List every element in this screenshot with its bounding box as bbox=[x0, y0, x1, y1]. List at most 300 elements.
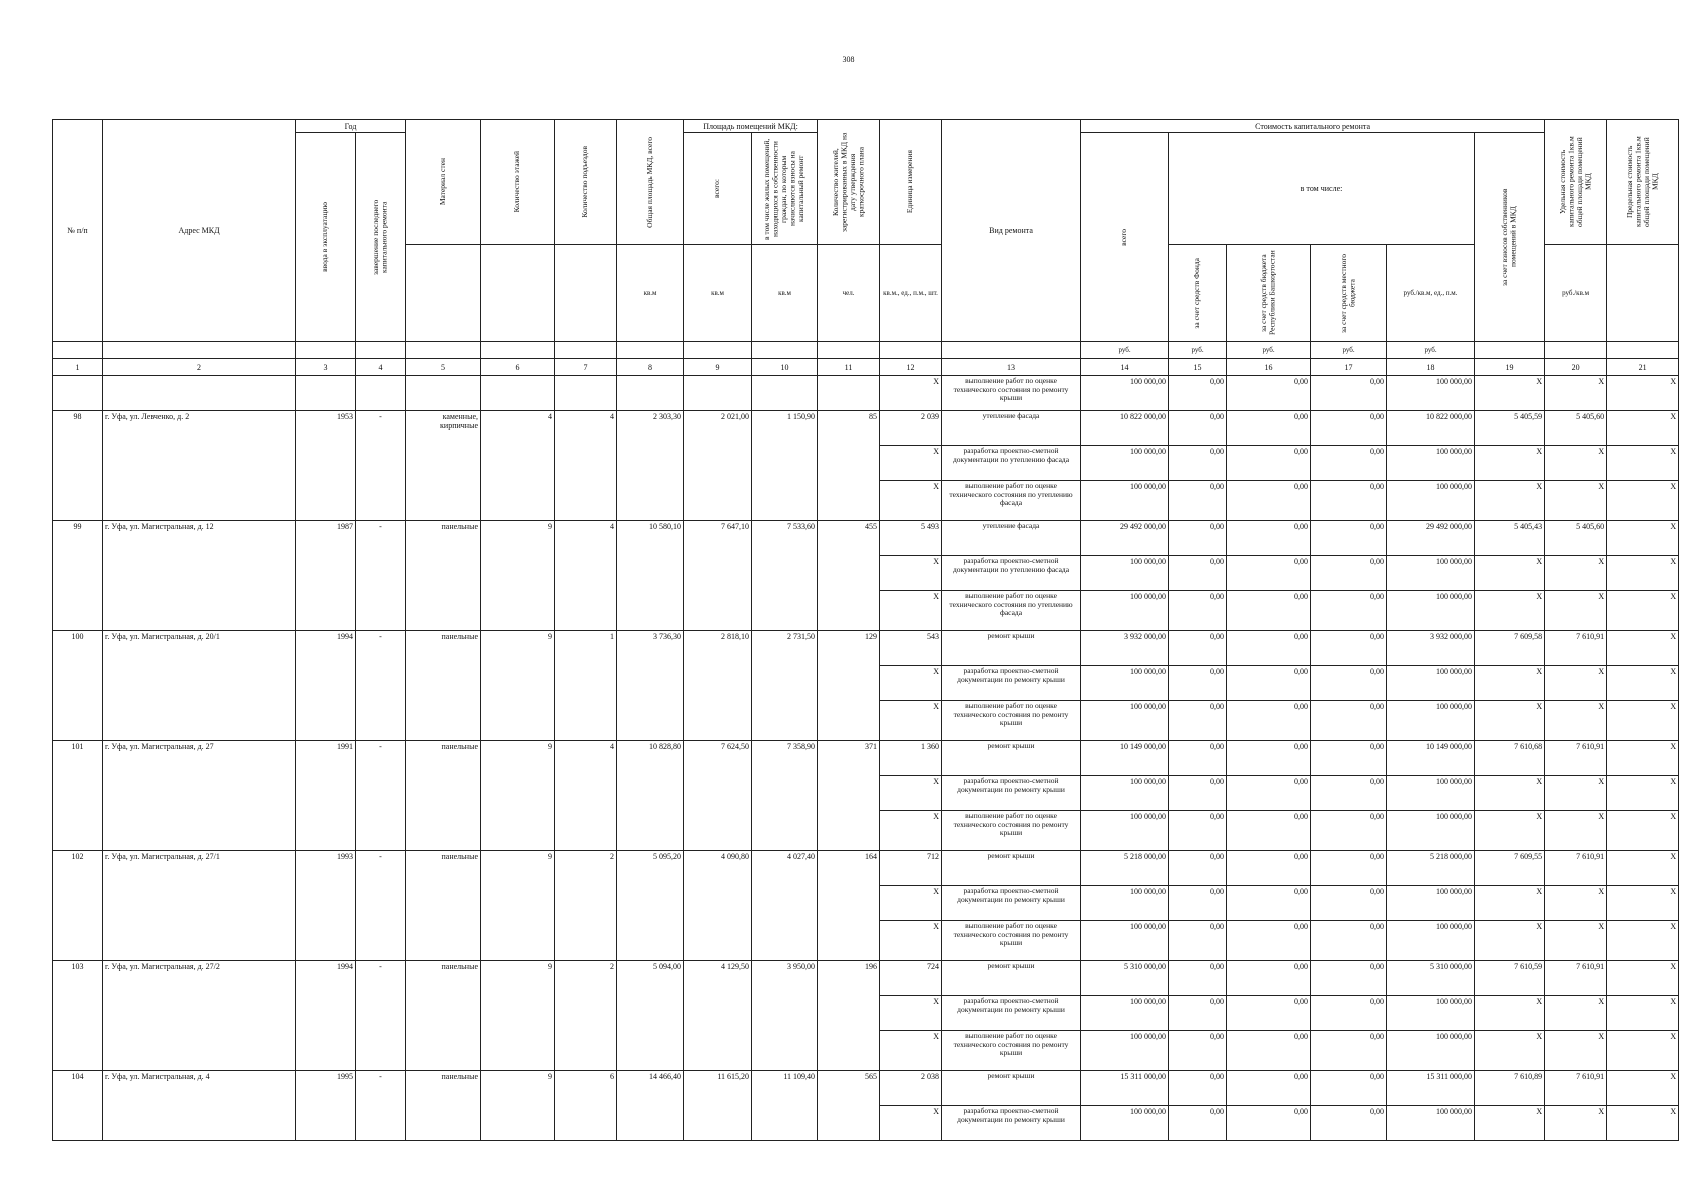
column-number: 17 bbox=[1311, 359, 1387, 376]
planned-date: X bbox=[1607, 701, 1679, 741]
year-commission bbox=[296, 376, 356, 411]
total-area: 5 095,20 bbox=[617, 851, 684, 961]
cost-owners: 100 000,00 bbox=[1387, 1031, 1475, 1071]
limit-cost: 7 610,91 bbox=[1545, 631, 1607, 666]
wall-material: панельные bbox=[406, 521, 481, 631]
column-number: 5 bbox=[406, 359, 481, 376]
work-unit: X bbox=[880, 1031, 942, 1071]
table-body bbox=[53, 359, 1679, 1141]
planned-date: X bbox=[1607, 1071, 1679, 1106]
cost-fund: 0,00 bbox=[1169, 666, 1227, 701]
house-address bbox=[103, 376, 296, 411]
planned-date: X bbox=[1607, 411, 1679, 446]
unit-premises-total: кв.м bbox=[684, 245, 752, 342]
wall-material: панельные bbox=[406, 1071, 481, 1141]
work-type: выполнение работ по оценке технического состояния по ремонту крыши bbox=[942, 701, 1081, 741]
planned-date: X bbox=[1607, 376, 1679, 411]
unit-cost-fund: руб. bbox=[1169, 342, 1227, 359]
premises-area: 7 624,50 bbox=[684, 741, 752, 851]
cost-fund: 0,00 bbox=[1169, 1031, 1227, 1071]
planned-date: X bbox=[1607, 886, 1679, 921]
column-number: 3 bbox=[296, 359, 356, 376]
unit-cost: X bbox=[1475, 996, 1545, 1031]
floors-count bbox=[481, 376, 555, 411]
cost-fund: 0,00 bbox=[1169, 921, 1227, 961]
column-number: 11 bbox=[818, 359, 880, 376]
premises-area: 4 090,80 bbox=[684, 851, 752, 961]
paying-area: 7 533,60 bbox=[752, 521, 818, 631]
repair-plan-table-wrapper bbox=[52, 119, 1678, 1141]
work-unit: 2 038 bbox=[880, 1071, 942, 1106]
floors-count: 9 bbox=[481, 961, 555, 1071]
work-type: ремонт крыши bbox=[942, 631, 1081, 666]
planned-date: X bbox=[1607, 591, 1679, 631]
table-row bbox=[53, 741, 1679, 776]
total-area bbox=[617, 376, 684, 411]
unit-cost: 7 609,58 bbox=[1475, 631, 1545, 666]
cost-total: 100 000,00 bbox=[1081, 811, 1169, 851]
unit-cost: X bbox=[1475, 666, 1545, 701]
cost-total: 15 311 000,00 bbox=[1081, 1071, 1169, 1106]
planned-date: X bbox=[1607, 446, 1679, 481]
column-number: 8 bbox=[617, 359, 684, 376]
work-unit: X bbox=[880, 921, 942, 961]
page-number: 308 bbox=[842, 55, 855, 64]
entrances-count: 4 bbox=[555, 741, 617, 851]
wall-material: панельные bbox=[406, 961, 481, 1071]
header-num: № п/п bbox=[53, 120, 103, 342]
wall-material: каменные, кирпичные bbox=[406, 411, 481, 521]
unit-floors bbox=[481, 245, 555, 342]
column-number: 10 bbox=[752, 359, 818, 376]
cost-owners: 29 492 000,00 bbox=[1387, 521, 1475, 556]
unit-cost: X bbox=[1475, 776, 1545, 811]
header-premises-group: Площадь помещений МКД: bbox=[684, 120, 818, 133]
year-commission: 1953 bbox=[296, 411, 356, 521]
unit-total-area: кв.м bbox=[617, 245, 684, 342]
cost-local: 0,00 bbox=[1311, 446, 1387, 481]
cost-fund: 0,00 bbox=[1169, 851, 1227, 886]
header-wall-material: Материал стен bbox=[406, 120, 481, 245]
work-unit: X bbox=[880, 666, 942, 701]
unit-cost: 5 405,43 bbox=[1475, 521, 1545, 556]
column-number: 1 bbox=[53, 359, 103, 376]
work-type: выполнение работ по оценке технического состояния по утеплению фасада bbox=[942, 591, 1081, 631]
unit-cost: X bbox=[1475, 446, 1545, 481]
header-year-group: Год bbox=[296, 120, 406, 133]
cost-owners: 100 000,00 bbox=[1387, 1106, 1475, 1141]
unit-unit-cost: руб./кв.м, ед., п.м. bbox=[1387, 245, 1475, 342]
cost-local: 0,00 bbox=[1311, 776, 1387, 811]
total-area: 10 828,80 bbox=[617, 741, 684, 851]
header-unit-cost: Удельная стоимость капитального ремонта 1кв.м общей площади помещений МКД bbox=[1545, 120, 1607, 245]
work-unit: 724 bbox=[880, 961, 942, 996]
planned-date: X bbox=[1607, 996, 1679, 1031]
cost-local: 0,00 bbox=[1311, 701, 1387, 741]
cost-local: 0,00 bbox=[1311, 521, 1387, 556]
cost-owners: 100 000,00 bbox=[1387, 921, 1475, 961]
cost-republic: 0,00 bbox=[1227, 776, 1311, 811]
limit-cost: X bbox=[1545, 666, 1607, 701]
column-number: 7 bbox=[555, 359, 617, 376]
house-address: г. Уфа, ул. Магистральная, д. 27 bbox=[103, 741, 296, 851]
header-floors: Количество этажей bbox=[481, 120, 555, 245]
unit-wall bbox=[406, 245, 481, 342]
house-address: г. Уфа, ул. Магистральная, д. 27/1 bbox=[103, 851, 296, 961]
cost-total: 100 000,00 bbox=[1081, 556, 1169, 591]
unit-cost: X bbox=[1475, 701, 1545, 741]
house-address: г. Уфа, ул. Магистральная, д. 27/2 bbox=[103, 961, 296, 1071]
cost-owners: 100 000,00 bbox=[1387, 776, 1475, 811]
limit-cost: X bbox=[1545, 446, 1607, 481]
paying-area: 3 950,00 bbox=[752, 961, 818, 1071]
paying-area: 4 027,40 bbox=[752, 851, 818, 961]
cost-local: 0,00 bbox=[1311, 886, 1387, 921]
cost-republic: 0,00 bbox=[1227, 701, 1311, 741]
work-type: ремонт крыши bbox=[942, 851, 1081, 886]
limit-cost: X bbox=[1545, 481, 1607, 521]
cost-fund: 0,00 bbox=[1169, 521, 1227, 556]
paying-area bbox=[752, 376, 818, 411]
cost-republic: 0,00 bbox=[1227, 961, 1311, 996]
unit-cost: 7 610,59 bbox=[1475, 961, 1545, 996]
year-last-repair: - bbox=[356, 411, 406, 521]
planned-date: X bbox=[1607, 811, 1679, 851]
limit-cost: X bbox=[1545, 921, 1607, 961]
cost-local: 0,00 bbox=[1311, 666, 1387, 701]
cost-total: 100 000,00 bbox=[1081, 446, 1169, 481]
house-address: г. Уфа, ул. Магистральная, д. 12 bbox=[103, 521, 296, 631]
header-cost-fund: за счет средств Фонда bbox=[1169, 245, 1227, 342]
planned-date: X bbox=[1607, 921, 1679, 961]
cost-fund: 0,00 bbox=[1169, 1106, 1227, 1141]
cost-fund: 0,00 bbox=[1169, 961, 1227, 996]
work-unit: X bbox=[880, 996, 942, 1031]
cost-total: 100 000,00 bbox=[1081, 666, 1169, 701]
header-premises-paying: в том числе жилых помещений, находящихся в собственности граждан, по которым начисляются взносы на капитальный ремонт bbox=[752, 133, 818, 245]
planned-date: X bbox=[1607, 481, 1679, 521]
limit-cost: 7 610,91 bbox=[1545, 1071, 1607, 1106]
unit-cost: X bbox=[1475, 811, 1545, 851]
entrances-count: 4 bbox=[555, 411, 617, 521]
floors-count: 9 bbox=[481, 1071, 555, 1141]
cost-republic: 0,00 bbox=[1227, 376, 1311, 411]
work-type: выполнение работ по оценке технического состояния по утеплению фасада bbox=[942, 481, 1081, 521]
cost-local: 0,00 bbox=[1311, 741, 1387, 776]
cost-fund: 0,00 bbox=[1169, 556, 1227, 591]
work-type: разработка проектно-сметной документации по ремонту крыши bbox=[942, 666, 1081, 701]
work-unit: 2 039 bbox=[880, 411, 942, 446]
planned-date: X bbox=[1607, 521, 1679, 556]
work-unit: X bbox=[880, 481, 942, 521]
total-area: 5 094,00 bbox=[617, 961, 684, 1071]
house-address: г. Уфа, ул. Магистральная, д. 4 bbox=[103, 1071, 296, 1141]
premises-area: 2 818,10 bbox=[684, 631, 752, 741]
limit-cost: X bbox=[1545, 1031, 1607, 1071]
paying-area: 1 150,90 bbox=[752, 411, 818, 521]
work-unit: X bbox=[880, 376, 942, 411]
unit-cost: X bbox=[1475, 886, 1545, 921]
limit-cost: 5 405,60 bbox=[1545, 411, 1607, 446]
header-cost-incl: в том числе: bbox=[1169, 133, 1475, 245]
table-row bbox=[53, 1071, 1679, 1106]
cost-republic: 0,00 bbox=[1227, 631, 1311, 666]
column-number: 18 bbox=[1387, 359, 1475, 376]
work-unit: 712 bbox=[880, 851, 942, 886]
residents-count: 455 bbox=[818, 521, 880, 631]
cost-total: 100 000,00 bbox=[1081, 1106, 1169, 1141]
header-cost-republic: за счет средств бюджета Республики Башкортостан bbox=[1227, 245, 1311, 342]
limit-cost: X bbox=[1545, 591, 1607, 631]
column-number: 6 bbox=[481, 359, 555, 376]
header-unit: Единица измерения bbox=[880, 120, 942, 245]
cost-fund: 0,00 bbox=[1169, 631, 1227, 666]
year-commission: 1987 bbox=[296, 521, 356, 631]
residents-count: 371 bbox=[818, 741, 880, 851]
year-last-repair: - bbox=[356, 1071, 406, 1141]
limit-cost: 5 405,60 bbox=[1545, 521, 1607, 556]
work-unit: X bbox=[880, 886, 942, 921]
work-type: разработка проектно-сметной документации по утеплению фасада bbox=[942, 446, 1081, 481]
unit-cost: X bbox=[1475, 1031, 1545, 1071]
cost-republic: 0,00 bbox=[1227, 481, 1311, 521]
residents-count: 196 bbox=[818, 961, 880, 1071]
cost-total: 5 310 000,00 bbox=[1081, 961, 1169, 996]
cost-fund: 0,00 bbox=[1169, 996, 1227, 1031]
planned-date: X bbox=[1607, 1106, 1679, 1141]
column-number: 15 bbox=[1169, 359, 1227, 376]
cost-local: 0,00 bbox=[1311, 1071, 1387, 1106]
cost-local: 0,00 bbox=[1311, 1031, 1387, 1071]
limit-cost: X bbox=[1545, 996, 1607, 1031]
header-year-commission: ввода в эксплуатацию bbox=[296, 133, 356, 342]
work-type: ремонт крыши bbox=[942, 961, 1081, 996]
cost-fund: 0,00 bbox=[1169, 446, 1227, 481]
house-address: г. Уфа, ул. Магистральная, д. 20/1 bbox=[103, 631, 296, 741]
work-type: ремонт крыши bbox=[942, 741, 1081, 776]
floors-count: 9 bbox=[481, 851, 555, 961]
limit-cost: X bbox=[1545, 811, 1607, 851]
floors-count: 4 bbox=[481, 411, 555, 521]
year-last-repair: - bbox=[356, 961, 406, 1071]
cost-owners: 5 218 000,00 bbox=[1387, 851, 1475, 886]
table-row bbox=[53, 521, 1679, 556]
year-last-repair: - bbox=[356, 851, 406, 961]
cost-owners: 10 822 000,00 bbox=[1387, 411, 1475, 446]
column-number: 14 bbox=[1081, 359, 1169, 376]
year-commission: 1995 bbox=[296, 1071, 356, 1141]
cost-total: 100 000,00 bbox=[1081, 481, 1169, 521]
house-num bbox=[53, 376, 103, 411]
header-cost-group: Стоимость капитального ремонта bbox=[1081, 120, 1545, 133]
work-unit: 5 493 bbox=[880, 521, 942, 556]
cost-local: 0,00 bbox=[1311, 591, 1387, 631]
cost-local: 0,00 bbox=[1311, 1106, 1387, 1141]
cost-owners: 100 000,00 bbox=[1387, 376, 1475, 411]
cost-local: 0,00 bbox=[1311, 411, 1387, 446]
paying-area: 7 358,90 bbox=[752, 741, 818, 851]
work-type: разработка проектно-сметной документации по утеплению фасада bbox=[942, 556, 1081, 591]
wall-material: панельные bbox=[406, 741, 481, 851]
premises-area: 2 021,00 bbox=[684, 411, 752, 521]
residents-count: 85 bbox=[818, 411, 880, 521]
cost-owners: 100 000,00 bbox=[1387, 996, 1475, 1031]
year-commission: 1993 bbox=[296, 851, 356, 961]
cost-republic: 0,00 bbox=[1227, 556, 1311, 591]
work-type: выполнение работ по оценке технического состояния по ремонту крыши bbox=[942, 921, 1081, 961]
house-num: 101 bbox=[53, 741, 103, 851]
unit-cost: X bbox=[1475, 921, 1545, 961]
residents-count bbox=[818, 376, 880, 411]
entrances-count: 4 bbox=[555, 521, 617, 631]
house-address: г. Уфа, ул. Левченко, д. 2 bbox=[103, 411, 296, 521]
cost-republic: 0,00 bbox=[1227, 811, 1311, 851]
table-header bbox=[53, 120, 1679, 359]
floors-count: 9 bbox=[481, 741, 555, 851]
cost-local: 0,00 bbox=[1311, 811, 1387, 851]
planned-date: X bbox=[1607, 961, 1679, 996]
cost-owners: 100 000,00 bbox=[1387, 886, 1475, 921]
unit-cost: 7 610,89 bbox=[1475, 1071, 1545, 1106]
unit-cost-local: руб. bbox=[1311, 342, 1387, 359]
cost-local: 0,00 bbox=[1311, 376, 1387, 411]
cost-owners: 100 000,00 bbox=[1387, 701, 1475, 741]
work-type: выполнение работ по оценке технического состояния по ремонту крыши bbox=[942, 811, 1081, 851]
header-address: Адрес МКД bbox=[103, 120, 296, 342]
house-num: 103 bbox=[53, 961, 103, 1071]
limit-cost: X bbox=[1545, 886, 1607, 921]
unit-cost: 5 405,59 bbox=[1475, 411, 1545, 446]
unit-entrances bbox=[555, 245, 617, 342]
house-num: 98 bbox=[53, 411, 103, 521]
cost-republic: 0,00 bbox=[1227, 886, 1311, 921]
planned-date: X bbox=[1607, 556, 1679, 591]
cost-total: 100 000,00 bbox=[1081, 376, 1169, 411]
column-number: 4 bbox=[356, 359, 406, 376]
cost-republic: 0,00 bbox=[1227, 1106, 1311, 1141]
limit-cost: 7 610,91 bbox=[1545, 741, 1607, 776]
cost-republic: 0,00 bbox=[1227, 1071, 1311, 1106]
header-work-type: Вид ремонта bbox=[942, 120, 1081, 342]
limit-cost: X bbox=[1545, 376, 1607, 411]
header-premises-total: всего: bbox=[684, 133, 752, 245]
cost-total: 3 932 000,00 bbox=[1081, 631, 1169, 666]
unit-cost-owners: руб. bbox=[1387, 342, 1475, 359]
work-type: выполнение работ по оценке технического состояния по ремонту крыши bbox=[942, 1031, 1081, 1071]
column-number: 20 bbox=[1545, 359, 1607, 376]
cost-republic: 0,00 bbox=[1227, 666, 1311, 701]
table-row bbox=[53, 851, 1679, 886]
cost-total: 100 000,00 bbox=[1081, 996, 1169, 1031]
work-type: разработка проектно-сметной документации по ремонту крыши bbox=[942, 886, 1081, 921]
unit-cost-total: руб. bbox=[1081, 342, 1169, 359]
work-unit: X bbox=[880, 556, 942, 591]
year-commission: 1991 bbox=[296, 741, 356, 851]
floors-count: 9 bbox=[481, 631, 555, 741]
cost-local: 0,00 bbox=[1311, 851, 1387, 886]
limit-cost: X bbox=[1545, 701, 1607, 741]
header-cost-local: за счет средств местного бюджета bbox=[1311, 245, 1387, 342]
entrances-count bbox=[555, 376, 617, 411]
cost-owners: 100 000,00 bbox=[1387, 666, 1475, 701]
wall-material: панельные bbox=[406, 851, 481, 961]
column-number: 13 bbox=[942, 359, 1081, 376]
premises-area: 7 647,10 bbox=[684, 521, 752, 631]
header-limit-cost: Предельная стоимость капитального ремонта 1кв.м общей площади помещений МКД bbox=[1607, 120, 1679, 245]
work-unit: X bbox=[880, 1106, 942, 1141]
work-type: разработка проектно-сметной документации по ремонту крыши bbox=[942, 1106, 1081, 1141]
cost-total: 100 000,00 bbox=[1081, 886, 1169, 921]
year-commission: 1994 bbox=[296, 961, 356, 1071]
cost-local: 0,00 bbox=[1311, 961, 1387, 996]
repair-plan-table bbox=[52, 119, 1679, 1141]
house-num: 104 bbox=[53, 1071, 103, 1141]
unit-premises-paying: кв.м bbox=[752, 245, 818, 342]
cost-fund: 0,00 bbox=[1169, 741, 1227, 776]
cost-republic: 0,00 bbox=[1227, 521, 1311, 556]
cost-owners: 3 932 000,00 bbox=[1387, 631, 1475, 666]
work-type: выполнение работ по оценке технического состояния по ремонту крыши bbox=[942, 376, 1081, 411]
year-last-repair: - bbox=[356, 741, 406, 851]
residents-count: 129 bbox=[818, 631, 880, 741]
column-number: 9 bbox=[684, 359, 752, 376]
work-unit: X bbox=[880, 591, 942, 631]
cost-total: 100 000,00 bbox=[1081, 1031, 1169, 1071]
cost-total: 100 000,00 bbox=[1081, 591, 1169, 631]
units-row bbox=[53, 342, 1679, 359]
cost-fund: 0,00 bbox=[1169, 1071, 1227, 1106]
work-type: утепление фасада bbox=[942, 521, 1081, 556]
work-type: утепление фасада bbox=[942, 411, 1081, 446]
paying-area: 2 731,50 bbox=[752, 631, 818, 741]
entrances-count: 1 bbox=[555, 631, 617, 741]
unit-cost: 7 610,68 bbox=[1475, 741, 1545, 776]
limit-cost: 7 610,91 bbox=[1545, 851, 1607, 886]
residents-count: 565 bbox=[818, 1071, 880, 1141]
unit-cost: X bbox=[1475, 376, 1545, 411]
limit-cost: X bbox=[1545, 556, 1607, 591]
total-area: 2 303,30 bbox=[617, 411, 684, 521]
header-year-last-repair: завершение последнего капитального ремонта bbox=[356, 133, 406, 342]
residents-count: 164 bbox=[818, 851, 880, 961]
cost-fund: 0,00 bbox=[1169, 591, 1227, 631]
cost-total: 5 218 000,00 bbox=[1081, 851, 1169, 886]
floors-count: 9 bbox=[481, 521, 555, 631]
cost-republic: 0,00 bbox=[1227, 411, 1311, 446]
unit-measure: кв.м., ед., п.м., шт. bbox=[880, 245, 942, 342]
header-entrances: Количество подъездов bbox=[555, 120, 617, 245]
cost-total: 100 000,00 bbox=[1081, 701, 1169, 741]
cost-fund: 0,00 bbox=[1169, 701, 1227, 741]
limit-cost: X bbox=[1545, 776, 1607, 811]
cost-fund: 0,00 bbox=[1169, 376, 1227, 411]
work-type: ремонт крыши bbox=[942, 1071, 1081, 1106]
premises-area bbox=[684, 376, 752, 411]
table-row bbox=[53, 961, 1679, 996]
cost-owners: 100 000,00 bbox=[1387, 811, 1475, 851]
total-area: 3 736,30 bbox=[617, 631, 684, 741]
work-unit: X bbox=[880, 776, 942, 811]
column-number: 2 bbox=[103, 359, 296, 376]
cost-fund: 0,00 bbox=[1169, 411, 1227, 446]
header-total-area: Общая площадь МКД, всего bbox=[617, 120, 684, 245]
column-number: 16 bbox=[1227, 359, 1311, 376]
year-last-repair: - bbox=[356, 521, 406, 631]
column-numbers-row bbox=[53, 359, 1679, 376]
cost-republic: 0,00 bbox=[1227, 446, 1311, 481]
table-row bbox=[53, 376, 1679, 411]
cost-total: 100 000,00 bbox=[1081, 921, 1169, 961]
